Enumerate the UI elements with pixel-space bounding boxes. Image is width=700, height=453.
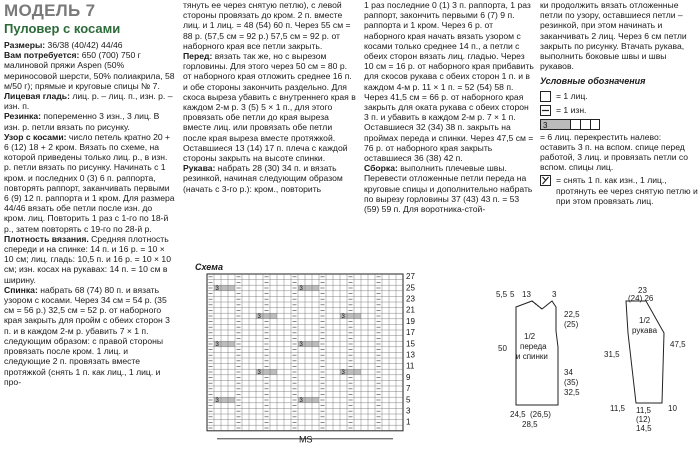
body-label-1: 1/2 — [524, 332, 536, 341]
column-1 — [4, 0, 176, 387]
col2-paragraph — [183, 163, 356, 194]
body-label-2: переда — [520, 342, 547, 351]
col3-paragraph-text: выполнить плечевые швы. Перевести отложенные петли переда на круговые спицы и дополнительно набрать по вырезу горловины 37 (43) 43 п. = 53 (59) 59 п. Для воротника-стой- — [364, 163, 533, 215]
col1-paragraph-text: число петель кратно 20 + 6 (12) 18 + 2 кром. Вязать по схеме, на которой приведены только лиц. р., в изн. р. петли вязать по рисунку. Начинать с 1 кром. и последних 0 (3) 6 п. раппорта, повторять раппорт, заканчивать первыми 6 (9) 12 п. раппорта и 1 кром. Для размера 44/46 вязать обе петли после изн. до кром. лиц. Повторить 1 раз с 1-го по 18-й р., затем повторять с 19-го по 28-й р. — [4, 131, 175, 234]
dim-sleeve-height: 31,5 — [604, 350, 620, 359]
col2-paragraph-text: вязать так же, но с вырезом горловины. Для этого через 50 см = 80 р. от наборного края отложить среднее 16 п. и обе стороны закончить раздельно. Для скоса выреза убавить с внутреннего края в каждом 2-м р. 3 (5) 5 × 1 п., для этого провязать обе петли до края выреза вместе лиц. или провязать обе петли после края выреза вместе протяжкой. Оставшиеся 13 (14) 17 п. плеча с каждой стороны закрыть на высоте спинки. — [183, 51, 356, 164]
chart-cable-label: 3 — [215, 286, 219, 293]
dim-side-height: 50 — [498, 344, 507, 353]
dim-sleeve-cuff-b: 11,5 — [636, 406, 651, 415]
chart-row-number: 25 — [406, 283, 415, 293]
legend-row-purl — [540, 105, 698, 116]
col1-paragraph — [4, 40, 176, 50]
column-4 — [540, 0, 698, 209]
legend-row-cable — [540, 119, 698, 173]
col2-paragraph — [183, 0, 356, 51]
dim-armhole: 22,5 — [564, 310, 580, 319]
body-label-3: и спинки — [516, 352, 548, 361]
col2-paragraph — [183, 51, 356, 163]
svg-text:3: 3 — [543, 120, 548, 130]
chart-cable-label: 3 — [257, 314, 261, 321]
dim-body-lower-c: 32,5 — [564, 388, 580, 397]
knit-symbol-icon — [540, 91, 551, 102]
chart-cable-label: 3 — [257, 370, 261, 377]
chart-ms-label: MS — [299, 434, 313, 445]
model-subtitle: Пуловер с косами — [4, 21, 121, 36]
col3-paragraph — [364, 0, 534, 163]
chart-row-number: 15 — [406, 339, 415, 349]
col1-paragraph-heading: Узор с косами: — [4, 131, 67, 142]
cable-symbol-icon — [540, 119, 600, 130]
col1-paragraph-text: попеременно 3 изн., 3 лиц. В изн. р. петли вязать по рисунку. — [4, 111, 160, 132]
col3-paragraph-text: 1 раз последние 0 (1) 3 п. раппорта, 1 раз раппорт, закончить первыми 6 (7) 9 п. раппорта и 1 кром. Через 6 р. от наборного края начать вязать узором с косами только среднее 14 п., а петли с обеих сторон вязать лиц. гладью. Через 10 см = 16 р. от наборного края прибавить для скосов рукава с обеих сторон 1 п. и в каждом 4-м р. 11 × 1 п. = 52 (54) 58 п. Через 41,5 см = 66 р. от наборного края закрыть для оката рукава с обеих сторон 3 п. и убавить в каждом 2-м р. 7 × 1 п. Оставшиеся 32 (34) 38 п. закрыть на проймах переда и спинки. Через 47,5 см = 76 р. от наборного края закрыть оставшиеся 36 (38) 42 п. — [364, 0, 534, 164]
chart-row-number: 1 — [406, 417, 411, 427]
col2-paragraph-heading: Перед: — [183, 51, 213, 62]
sleeve-label-2: рукава — [632, 326, 658, 335]
col1-paragraph — [4, 234, 176, 285]
chart-cable-label: 3 — [341, 314, 345, 321]
slip-symbol-icon — [540, 175, 551, 186]
chart-row-number: 27 — [406, 272, 415, 282]
dim-top-left-b: 5 — [510, 290, 515, 299]
chart-row-number: 11 — [406, 361, 415, 371]
model-title: МОДЕЛЬ 7 — [4, 1, 96, 20]
dim-sleeve-total: 47,5 — [670, 340, 686, 349]
dim-top-left-c: 13 — [522, 290, 531, 299]
dim-bottom-width: 24,5 — [510, 410, 526, 419]
chart-row-number: 5 — [406, 395, 411, 405]
chart-grid — [195, 272, 435, 450]
col1-paragraph-text: 36/38 (40/42) 44/46 — [45, 40, 123, 50]
dim-sleeve-cuff-c: (12) — [636, 415, 651, 424]
column-1-body — [4, 40, 176, 387]
legend-text-purl: = 1 изн. — [556, 104, 587, 115]
chart-cable-label: 3 — [299, 398, 303, 405]
chart-cable-label: 3 — [215, 342, 219, 349]
chart-row-number: 19 — [406, 316, 415, 326]
chart-row-number: 9 — [406, 372, 411, 382]
col1-paragraph-text: 650 (700) 750 г малиновой пряжи Aspen (50% мериносовой шерсти, 50% полиакрила, 58 м/50 г); прямые и круговые спицы № 7. — [4, 50, 175, 91]
col1-paragraph-heading: Лицевая гладь: — [4, 91, 70, 102]
dim-sleeve-top-b: (24) 26 — [628, 294, 654, 303]
dim-sleeve-cuff-e: 10 — [668, 404, 677, 413]
chart-title: Схема — [195, 262, 223, 272]
col2-paragraph-heading: Рукава: — [183, 163, 216, 174]
dim-neck-a: 3 — [552, 290, 557, 299]
legend-text-cable: = 6 лиц. перекрестить налево: оставить 3 п. на вспом. спице перед работой, 3 лиц. и провязать петли со вспом. спицы лиц. — [540, 131, 689, 173]
col1-paragraph-heading: Размеры: — [4, 40, 46, 50]
sleeve-label-1: 1/2 — [639, 316, 651, 325]
legend-title: Условные обозначения — [540, 76, 646, 87]
dim-bottom-width-c: 28,5 — [522, 420, 538, 429]
col1-paragraph — [4, 132, 176, 234]
knitting-chart — [195, 262, 435, 452]
col2-paragraph-text: тянуть ее через снятую петлю), с левой стороны провязать до кром. 2 п. вместе лиц. и 1 лиц. = 48 (54) 60 п. Через 55 см = 88 р. (57,5 см = 92 р.) 57,5 см = 92 р. от наборного края все петли закрыть. — [183, 0, 351, 51]
col3-paragraph-heading: Сборка: — [364, 163, 398, 174]
column-3 — [364, 0, 534, 214]
chart-cable-label: 3 — [341, 370, 345, 377]
chart-cable-label: 3 — [215, 398, 219, 405]
chart-row-number: 21 — [406, 305, 415, 315]
dim-sleeve-cuff-d: 14,5 — [636, 424, 652, 433]
chart-cable-label: 3 — [299, 286, 303, 293]
chart-row-number: 13 — [406, 350, 415, 360]
chart-cable-label: 3 — [299, 342, 303, 349]
column-3-body — [364, 0, 534, 214]
dim-sleeve-cuff-a: 11,5 — [610, 404, 625, 413]
col1-paragraph-heading: Плотность вязания. — [4, 233, 89, 244]
dim-body-lower: 34 — [564, 368, 573, 377]
legend-row-knit — [540, 91, 698, 102]
legend — [540, 91, 698, 206]
chart-row-number: 23 — [406, 294, 415, 304]
col1-paragraph-heading: Спинка: — [4, 284, 38, 295]
chart-row-number: 17 — [406, 328, 415, 338]
dim-body-lower-b: (35) — [564, 378, 579, 387]
col3-paragraph — [364, 163, 534, 214]
dim-armhole-b: (25) — [564, 320, 579, 329]
purl-symbol-icon — [540, 105, 551, 116]
chart-row-number: 7 — [406, 384, 411, 394]
col1-paragraph — [4, 50, 176, 91]
garment-schematic — [496, 287, 696, 447]
col1-paragraph-heading: Вам потребуется: — [4, 50, 80, 61]
legend-row-slip — [540, 175, 698, 206]
dim-sleeve-top: 23 — [638, 287, 647, 295]
column-2 — [183, 0, 356, 194]
col1-paragraph-heading: Резинка: — [4, 111, 41, 122]
col1-paragraph-text: лиц. р. – лиц. п., изн. р. – изн. п. — [4, 91, 173, 112]
col2-paragraph-text: набрать 28 (30) 34 п. и вязать резинкой, начиная следующим образом (начать с 3-го р.): кром., повторить — [183, 163, 343, 194]
col1-paragraph — [4, 91, 176, 111]
col4-intro: ки продолжить вязать отложенные петли по узору, оставшиеся петли – резинкой, при этом начинать и заканчивать 2 лиц. Через 6 см петли закрыть по рисунку. Втачать рукава, выполнить боковые швы и швы рукавов. — [540, 0, 687, 72]
legend-text-knit: = 1 лиц. — [556, 90, 588, 101]
legend-text-slip: = снять 1 п. как изн., 1 лиц., протянуть ее через снятую петлю и при этом провязать лиц. — [556, 175, 698, 206]
col1-paragraph — [4, 111, 176, 131]
dim-top-left-a: 5,5 — [496, 290, 508, 299]
column-2-body — [183, 0, 356, 194]
chart-row-number: 3 — [406, 406, 411, 416]
col1-paragraph-text: набрать 68 (74) 80 п. и вязать узором с косами. Через 34 см = 54 р. (35 см = 56 р.) 32,5 см = 52 р. от наборного края закрыть для пройм с обеих сторон 3 п. и в каждом 2-м р. убавить 7 × 1 п. следующим образом: с правой стороны провязать после кром. 1 лиц. и следующие 2 п. провязать вместе протяжкой (снять 1 п. как лиц., 1 лиц. и про- — [4, 284, 170, 387]
col1-paragraph — [4, 285, 176, 387]
col1-paragraph-text: Средняя плотность спереди и на спинке: 14 п. и 16 р. = 10 × 10 см; лиц. гладь: 10,5 п. и 16 р. = 10 × 10 см; изн. косах на рукавах: 14 п. = 10 см в ширину. — [4, 233, 171, 285]
dim-bottom-width-b: (26,5) — [530, 410, 551, 419]
